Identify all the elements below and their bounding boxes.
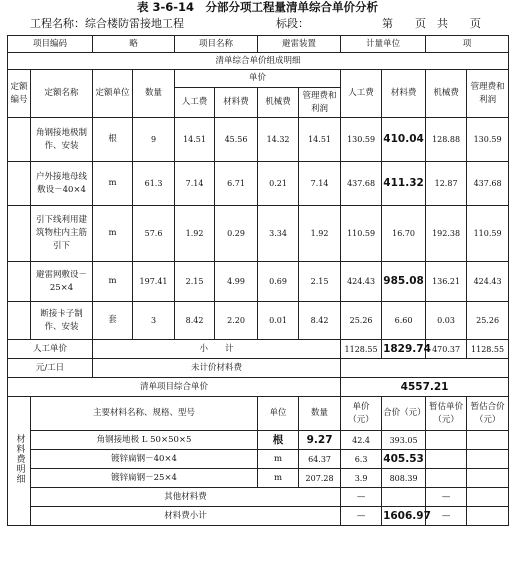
row-unit: m bbox=[93, 262, 133, 302]
row-labor: 437.68 bbox=[341, 162, 382, 206]
row-u-material: 45.56 bbox=[215, 118, 258, 162]
row-mgmt: 424.43 bbox=[467, 262, 509, 302]
row-name: 引下线利用建筑物柱内主筋引下 bbox=[31, 206, 93, 262]
row-u-mgmt: 2.15 bbox=[299, 262, 341, 302]
col-labor: 人工费 bbox=[175, 88, 215, 118]
name-value: 避雷装置 bbox=[258, 36, 341, 53]
row-u-machine: 14.32 bbox=[258, 118, 299, 162]
name-label: 项目名称 bbox=[175, 36, 258, 53]
table-row bbox=[8, 302, 509, 340]
list-item bbox=[8, 450, 509, 469]
subtotal-material: 1829.74 bbox=[382, 340, 426, 359]
subtotal-label: 小 计 bbox=[93, 340, 341, 359]
table-row bbox=[8, 118, 509, 162]
subtotal-mgmt: 1128.55 bbox=[467, 340, 509, 359]
yuan-per-day: 元/工日 bbox=[8, 359, 93, 378]
mat-name: 角钢接地极 L 50×50×5 bbox=[31, 431, 258, 450]
row-u-machine: 0.01 bbox=[258, 302, 299, 340]
materials-section-label: 材料费明细 bbox=[8, 397, 31, 526]
mat-est-total bbox=[467, 450, 509, 469]
row-u-labor: 2.15 bbox=[175, 262, 215, 302]
col-machine-total: 机械费 bbox=[426, 70, 467, 118]
row-qty: 61.3 bbox=[133, 162, 175, 206]
row-unit: 根 bbox=[93, 118, 133, 162]
row-unit: 套 bbox=[93, 302, 133, 340]
col-name: 定额名称 bbox=[31, 70, 93, 118]
table-row bbox=[8, 262, 509, 302]
row-mgmt: 25.26 bbox=[467, 302, 509, 340]
mat-est-total bbox=[467, 431, 509, 450]
other-materials-label: 其他材料费 bbox=[31, 488, 341, 507]
unpriced-label: 未计价材料费 bbox=[93, 359, 341, 378]
section-label: 标段： bbox=[276, 17, 309, 30]
row-u-material: 6.71 bbox=[215, 162, 258, 206]
col-material-total: 材料费 bbox=[382, 70, 426, 118]
page-label: 第 页 共 页 bbox=[382, 17, 481, 30]
analysis-table bbox=[7, 35, 509, 526]
mat-col-total: 合价（元） bbox=[382, 397, 426, 431]
col-qty: 数量 bbox=[133, 70, 175, 118]
row-name: 避雷网敷设－25×4 bbox=[31, 262, 93, 302]
row-u-mgmt: 14.51 bbox=[299, 118, 341, 162]
mat-unit: m bbox=[258, 469, 299, 488]
col-labor-total: 人工费 bbox=[341, 70, 382, 118]
row-unit: m bbox=[93, 206, 133, 262]
row-mgmt: 437.68 bbox=[467, 162, 509, 206]
mat-est-price bbox=[426, 431, 467, 450]
row-machine: 128.88 bbox=[426, 118, 467, 162]
row-code bbox=[8, 262, 31, 302]
row-material: 6.60 bbox=[382, 302, 426, 340]
col-mgmt-total: 管理费和利润 bbox=[467, 70, 509, 118]
unit-label: 计量单位 bbox=[341, 36, 426, 53]
row-code bbox=[8, 206, 31, 262]
total-label: 清单项目综合单价 bbox=[8, 378, 341, 397]
row-u-machine: 0.69 bbox=[258, 262, 299, 302]
row-material: 985.08 bbox=[382, 262, 426, 302]
project-name: 工程名称：综合楼防雷接地工程 bbox=[30, 17, 184, 30]
mat-name: 镀锌扁钢－25×4 bbox=[31, 469, 258, 488]
row-name: 断接卡子制作、安装 bbox=[31, 302, 93, 340]
mat-col-est-price: 暂估单价（元） bbox=[426, 397, 467, 431]
labor-unit-label: 人工单价 bbox=[8, 340, 93, 359]
col-code: 定额编号 bbox=[8, 70, 31, 118]
page-title: 表 3-6-14 分部分项工程量清单综合单价分析 bbox=[136, 0, 379, 14]
other-est-total bbox=[467, 488, 509, 507]
col-machine: 机械费 bbox=[258, 88, 299, 118]
materials-subtotal-label: 材料费小计 bbox=[31, 507, 341, 526]
other-price: — bbox=[341, 488, 382, 507]
row-u-labor: 14.51 bbox=[175, 118, 215, 162]
row-u-mgmt: 1.92 bbox=[299, 206, 341, 262]
row-name: 角钢接地极制作、安装 bbox=[31, 118, 93, 162]
other-total bbox=[382, 488, 426, 507]
mat-est-price bbox=[426, 469, 467, 488]
subtotal-machine: 470.37 bbox=[426, 340, 467, 359]
mat-est-price bbox=[426, 450, 467, 469]
row-mgmt: 130.59 bbox=[467, 118, 509, 162]
row-mgmt: 110.59 bbox=[467, 206, 509, 262]
row-labor: 110.59 bbox=[341, 206, 382, 262]
row-qty: 57.6 bbox=[133, 206, 175, 262]
row-machine: 136.21 bbox=[426, 262, 467, 302]
row-code bbox=[8, 302, 31, 340]
mat-qty: 207.28 bbox=[299, 469, 341, 488]
row-u-labor: 8.42 bbox=[175, 302, 215, 340]
row-material: 410.04 bbox=[382, 118, 426, 162]
row-u-material: 2.20 bbox=[215, 302, 258, 340]
row-labor: 25.26 bbox=[341, 302, 382, 340]
row-u-labor: 7.14 bbox=[175, 162, 215, 206]
row-material: 16.70 bbox=[382, 206, 426, 262]
mat-unit: m bbox=[258, 450, 299, 469]
col-material: 材料费 bbox=[215, 88, 258, 118]
code-label: 项目编码 bbox=[8, 36, 93, 53]
table-row bbox=[8, 162, 509, 206]
row-qty: 197.41 bbox=[133, 262, 175, 302]
list-item bbox=[8, 469, 509, 488]
mat-total: 808.39 bbox=[382, 469, 426, 488]
mat-col-price: 单价（元） bbox=[341, 397, 382, 431]
row-u-labor: 1.92 bbox=[175, 206, 215, 262]
row-qty: 3 bbox=[133, 302, 175, 340]
col-mgmt: 管理费和利润 bbox=[299, 88, 341, 118]
materials-subtotal-total: 1606.97 bbox=[382, 507, 426, 526]
row-u-mgmt: 8.42 bbox=[299, 302, 341, 340]
mat-est-total bbox=[467, 469, 509, 488]
row-u-material: 0.29 bbox=[215, 206, 258, 262]
row-code bbox=[8, 162, 31, 206]
row-unit: m bbox=[93, 162, 133, 206]
mat-qty: 9.27 bbox=[299, 431, 341, 450]
row-labor: 424.43 bbox=[341, 262, 382, 302]
row-code bbox=[8, 118, 31, 162]
mat-price: 3.9 bbox=[341, 469, 382, 488]
total-value: 4557.21 bbox=[341, 378, 509, 397]
materials-subtotal-est: — bbox=[426, 507, 467, 526]
materials-subtotal-price: — bbox=[341, 507, 382, 526]
row-machine: 192.38 bbox=[426, 206, 467, 262]
other-est-price: — bbox=[426, 488, 467, 507]
mat-price: 6.3 bbox=[341, 450, 382, 469]
mat-col-est-total: 暂估合价（元） bbox=[467, 397, 509, 431]
mat-price: 42.4 bbox=[341, 431, 382, 450]
row-u-machine: 3.34 bbox=[258, 206, 299, 262]
mat-col-unit: 单位 bbox=[258, 397, 299, 431]
mat-qty: 64.37 bbox=[299, 450, 341, 469]
mat-unit: 根 bbox=[258, 431, 299, 450]
mat-total: 393.05 bbox=[382, 431, 426, 450]
row-material: 411.32 bbox=[382, 162, 426, 206]
row-machine: 0.03 bbox=[426, 302, 467, 340]
list-item bbox=[8, 431, 509, 450]
subtotal-labor: 1128.55 bbox=[341, 340, 382, 359]
mat-col-qty: 数量 bbox=[299, 397, 341, 431]
col-unit: 定额单位 bbox=[93, 70, 133, 118]
code-value: 略 bbox=[93, 36, 175, 53]
materials-subtotal-est-total bbox=[467, 507, 509, 526]
row-qty: 9 bbox=[133, 118, 175, 162]
row-machine: 12.87 bbox=[426, 162, 467, 206]
composition-label: 清单综合单价组成明细 bbox=[8, 53, 509, 70]
unit-value: 项 bbox=[426, 36, 509, 53]
mat-col-name: 主要材料名称、规格、型号 bbox=[31, 397, 258, 431]
mat-name: 镀锌扁钢－40×4 bbox=[31, 450, 258, 469]
table-row bbox=[8, 206, 509, 262]
row-name: 户外接地母线敷设－40×4 bbox=[31, 162, 93, 206]
row-u-mgmt: 7.14 bbox=[299, 162, 341, 206]
row-u-machine: 0.21 bbox=[258, 162, 299, 206]
unpriced-value bbox=[341, 359, 509, 378]
row-u-material: 4.99 bbox=[215, 262, 258, 302]
row-labor: 130.59 bbox=[341, 118, 382, 162]
mat-total: 405.53 bbox=[382, 450, 426, 469]
col-unit-price: 单价 bbox=[175, 70, 341, 88]
